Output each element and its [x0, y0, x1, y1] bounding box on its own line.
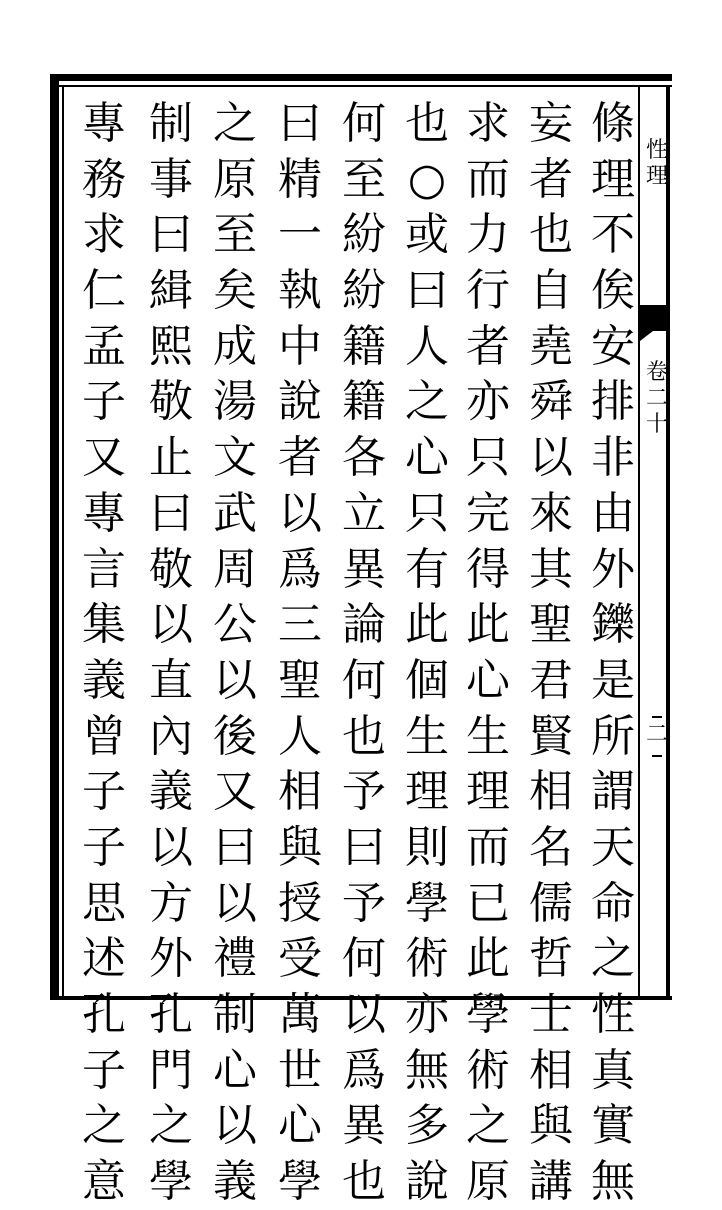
character: 各: [342, 432, 386, 484]
character: 以: [213, 654, 257, 706]
character: 來: [529, 487, 573, 539]
character: 也: [342, 710, 386, 762]
character: 心: [466, 654, 510, 706]
character: 門: [149, 1044, 193, 1096]
character: 與: [529, 1100, 573, 1152]
character: 相: [529, 766, 573, 818]
text-column-2: [526, 96, 576, 1210]
character: 說: [405, 1156, 449, 1208]
character: 俟: [591, 265, 635, 317]
character: 敬: [149, 543, 193, 595]
character: 曰: [149, 209, 193, 261]
text-column-5: [339, 96, 389, 1210]
character: 安: [591, 320, 635, 372]
character: 湯: [213, 376, 257, 428]
character: 曰: [405, 265, 449, 317]
character: 又: [213, 766, 257, 818]
character: 禮: [213, 933, 257, 985]
character: 專: [82, 98, 126, 149]
text-column-6: [275, 96, 325, 1210]
character: 與: [278, 821, 322, 873]
character: 異: [342, 543, 386, 595]
character: 哲: [529, 933, 573, 985]
character: 公: [213, 599, 257, 651]
character: 堯: [529, 320, 573, 372]
character: 心: [405, 432, 449, 484]
frame-left-border: [50, 74, 59, 999]
character: 文: [213, 432, 257, 484]
character: 行: [466, 265, 510, 317]
character: 原: [213, 153, 257, 205]
character: 鑠: [591, 599, 635, 651]
text-column-7: [210, 96, 260, 1210]
character: 曰: [213, 821, 257, 873]
character: 亦: [405, 989, 449, 1040]
character: 緝: [149, 265, 193, 317]
character: 曰: [278, 98, 322, 149]
character: 集: [82, 599, 126, 651]
character: 自: [529, 265, 573, 317]
character: 中: [278, 320, 322, 372]
character: 外: [149, 933, 193, 985]
character: 相: [529, 1044, 573, 1096]
character: 務: [82, 153, 126, 205]
character: 其: [529, 543, 573, 595]
character: 立: [342, 487, 386, 539]
character: 而: [466, 153, 510, 205]
character: 之: [405, 376, 449, 428]
character: 只: [466, 432, 510, 484]
character: 以: [149, 821, 193, 873]
character: 異: [342, 1100, 386, 1152]
character: 士: [529, 989, 573, 1040]
character: 得: [466, 543, 510, 595]
character: 之: [213, 98, 257, 149]
character: 之: [466, 1100, 510, 1152]
character: 條: [591, 98, 635, 149]
character: 實: [591, 1100, 635, 1152]
character: 予: [342, 877, 386, 929]
character: 義: [82, 654, 126, 706]
character: 方: [149, 877, 193, 929]
character: 制: [149, 98, 193, 149]
character: 心: [278, 1100, 322, 1152]
character: 論: [342, 599, 386, 651]
text-column-1: [588, 96, 638, 1210]
character: 也: [342, 1156, 386, 1208]
character: 學: [466, 989, 510, 1040]
character: 以: [149, 599, 193, 651]
character: 仁: [82, 265, 126, 317]
frame-right-outer-border: [666, 85, 670, 999]
character: 妄: [529, 98, 573, 149]
text-column-3: [463, 96, 513, 1210]
character: 內: [149, 710, 193, 762]
character: 籍: [342, 320, 386, 372]
character: 武: [213, 487, 257, 539]
frame-top-border: [50, 74, 672, 81]
character: 或: [405, 209, 449, 261]
character: 子: [82, 1044, 126, 1096]
character: 予: [342, 766, 386, 818]
character: 專: [82, 487, 126, 539]
margin-page-line-bottom: [652, 755, 662, 757]
character: 成: [213, 320, 257, 372]
character: 事: [149, 153, 193, 205]
character: 子: [82, 766, 126, 818]
margin-volume-text: 卷二十: [646, 360, 669, 437]
character: 排: [591, 376, 635, 428]
character: 者: [278, 432, 322, 484]
character: 君: [529, 654, 573, 706]
character: 謂: [591, 766, 635, 818]
character: 後: [213, 710, 257, 762]
character: 之: [149, 1100, 193, 1152]
character: 求: [466, 98, 510, 149]
character: 講: [529, 1156, 573, 1208]
character: 則: [405, 821, 449, 873]
character: 言: [82, 543, 126, 595]
character: 個: [405, 654, 449, 706]
character: 以: [213, 1100, 257, 1152]
character: 多: [405, 1100, 449, 1152]
character: 性: [591, 989, 635, 1040]
character: 紛: [342, 209, 386, 261]
character: 學: [405, 877, 449, 929]
character: 無: [591, 1156, 635, 1208]
character: 舜: [529, 376, 573, 428]
character: 不: [591, 209, 635, 261]
character: 理: [405, 766, 449, 818]
character: 何: [342, 933, 386, 985]
character: 義: [149, 766, 193, 818]
character: 授: [278, 877, 322, 929]
character: 至: [342, 153, 386, 205]
character: 此: [466, 599, 510, 651]
character: 原: [466, 1156, 510, 1208]
fishtail-mark: [640, 305, 666, 331]
character: 者: [466, 320, 510, 372]
character: 命: [591, 877, 635, 929]
character: 名: [529, 821, 573, 873]
character: 只: [405, 487, 449, 539]
character: 曾: [82, 710, 126, 762]
character: 執: [278, 265, 322, 317]
character: 說: [278, 376, 322, 428]
character: 聖: [278, 654, 322, 706]
character: 真: [591, 1044, 635, 1096]
frame-left-inner-border: [62, 85, 64, 999]
character: 以: [278, 487, 322, 539]
character: 術: [466, 1044, 510, 1096]
character: 義: [213, 1156, 257, 1208]
character: 紛: [342, 265, 386, 317]
character: 此: [405, 599, 449, 651]
character: 以: [213, 877, 257, 929]
character: 由: [591, 487, 635, 539]
character: 外: [591, 543, 635, 595]
character: 非: [591, 432, 635, 484]
text-column-8: [146, 96, 196, 1210]
character: 生: [466, 710, 510, 762]
character: 學: [149, 1156, 193, 1208]
character: 曰: [342, 821, 386, 873]
character: 敬: [149, 376, 193, 428]
character: 意: [82, 1156, 126, 1208]
character: 無: [405, 1044, 449, 1096]
character: 制: [213, 989, 257, 1040]
character: 之: [82, 1100, 126, 1152]
text-column-4: [402, 96, 452, 1210]
character: 思: [82, 877, 126, 929]
character: 止: [149, 432, 193, 484]
margin-volume: [646, 360, 668, 438]
character: 又: [82, 432, 126, 484]
character: 以: [529, 432, 573, 484]
character: 相: [278, 766, 322, 818]
character: 熙: [149, 320, 193, 372]
character: 所: [591, 710, 635, 762]
character: 矣: [213, 265, 257, 317]
character: 有: [405, 543, 449, 595]
character: 述: [82, 933, 126, 985]
character: 也: [405, 98, 449, 149]
character: ○: [407, 153, 447, 205]
character: 何: [342, 654, 386, 706]
character: 爲: [342, 1044, 386, 1096]
character: 周: [213, 543, 257, 595]
character: 孔: [149, 989, 193, 1040]
character: 萬: [278, 989, 322, 1040]
character: 而: [466, 821, 510, 873]
character: 亦: [466, 376, 510, 428]
frame-top-inner-border: [50, 85, 672, 87]
character: 何: [342, 98, 386, 149]
character: 理: [591, 153, 635, 205]
character: 直: [149, 654, 193, 706]
character: 至: [213, 209, 257, 261]
character: 完: [466, 487, 510, 539]
character: 天: [591, 821, 635, 873]
character: 子: [82, 376, 126, 428]
character: 者: [529, 153, 573, 205]
character: 儒: [529, 877, 573, 929]
text-column-9: [79, 96, 129, 1210]
character: 此: [466, 933, 510, 985]
character: 以: [342, 989, 386, 1040]
character: 理: [466, 766, 510, 818]
margin-page-text: 二: [646, 722, 669, 747]
character: 人: [405, 320, 449, 372]
character: 子: [82, 821, 126, 873]
character: 力: [466, 209, 510, 261]
character: 求: [82, 209, 126, 261]
character: 也: [529, 209, 573, 261]
character: 爲: [278, 543, 322, 595]
margin-title-text: 性理: [646, 138, 669, 189]
character: 人: [278, 710, 322, 762]
margin-page-number: [646, 722, 668, 748]
character: 是: [591, 654, 635, 706]
character: 籍: [342, 376, 386, 428]
character: 學: [278, 1156, 322, 1208]
character: 心: [213, 1044, 257, 1096]
character: 孔: [82, 989, 126, 1040]
frame-right-border: [638, 85, 640, 999]
character: 聖: [529, 599, 573, 651]
character: 已: [466, 877, 510, 929]
character: 賢: [529, 710, 573, 762]
character: 精: [278, 153, 322, 205]
margin-title: [646, 138, 668, 190]
character: 曰: [149, 487, 193, 539]
character: 受: [278, 933, 322, 985]
character: 之: [591, 933, 635, 985]
character: 術: [405, 933, 449, 985]
character: 孟: [82, 320, 126, 372]
character: 世: [278, 1044, 322, 1096]
fishtail-tail: [640, 331, 666, 341]
character: 一: [278, 209, 322, 261]
margin-page-line-top: [652, 716, 662, 718]
character: 三: [278, 599, 322, 651]
character: 生: [405, 710, 449, 762]
